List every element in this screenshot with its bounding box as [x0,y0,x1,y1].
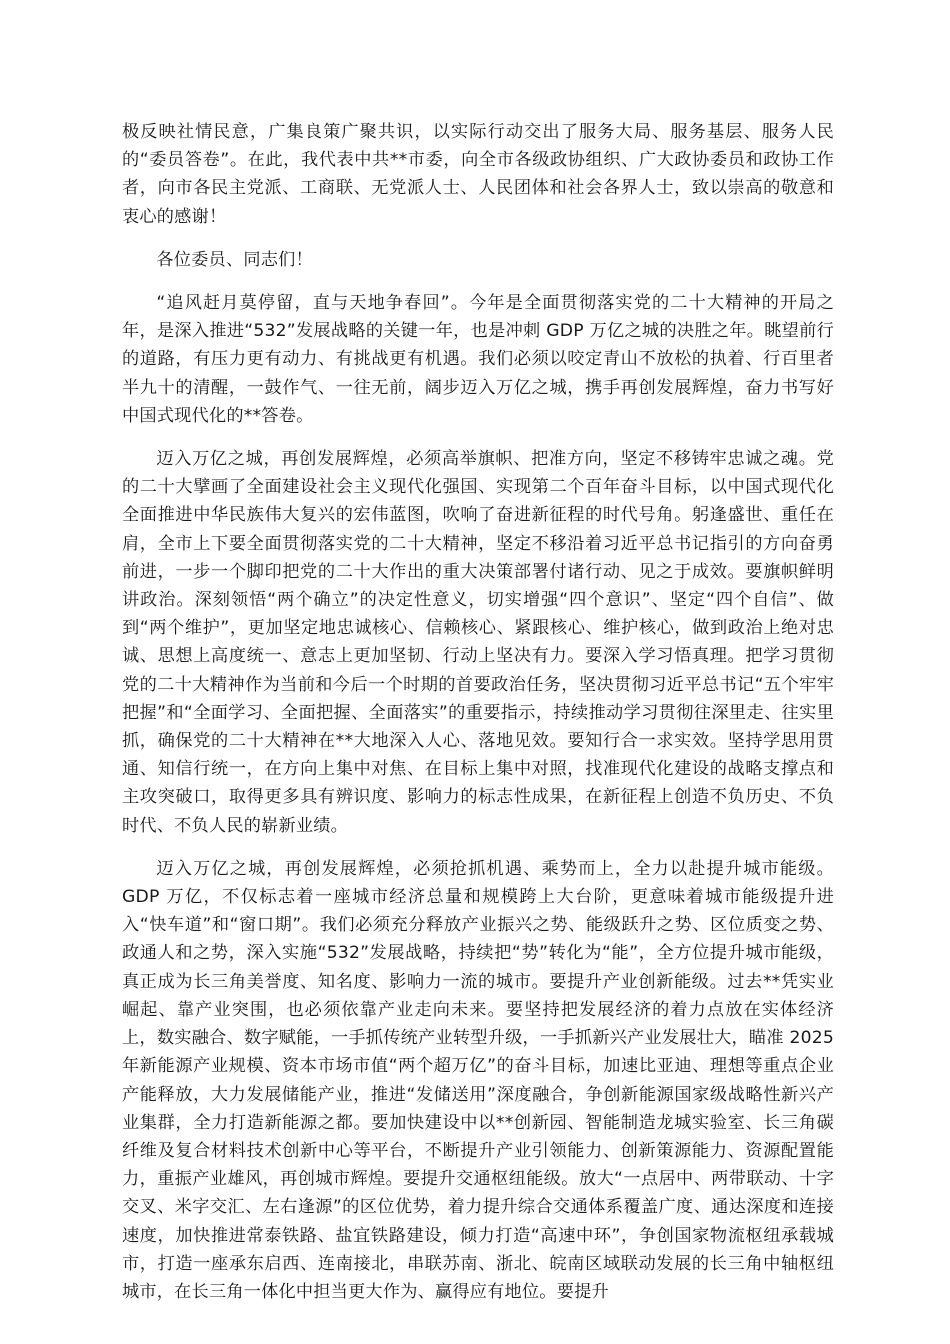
paragraph-city-level: 迈入万亿之城，再创发展辉煌，必须抢抓机遇、乘势而上，全力以赴提升城市能级。GDP 万亿，不仅标志着一座城市经济总量和规模跨上大台阶，更意味着城市能级提升进入“快车道”和“窗口期”。我们必须充分释放产业振兴之势、能级跃升之势、区位质变之势、政通人和之势，深入实施“532”发展战略，持续把“势”转化为“能”，全方位提升城市能级，真正成为长三角美誉度、知名度、影响力一流的城市。要提升产业创新能级。过去**凭实业崛起、靠产业突围，也必须依靠产业走向未来。要坚持把发展经济的着力点放在实体经济上，数实融合、数字赋能，一手抓传统产业转型升级，一手抓新兴产业发展壮大，瞄准 2025 年新能源产业规模、资本市场市值“两个超万亿”的奋斗目标，加速比亚迪、理想等重点企业产能释放，大力发展储能产业，推进“发储送用”深度融合，争创新能源国家级战略性新兴产业集群，全力打造新能源之都。要加快建设中以**创新园、智能制造龙城实验室、长三角碳纤维及复合材料技术创新中心等平台，不断提升产业引领能力、创新策源能力、资源配置能力，重振产业雄风，再创城市辉煌。要提升交通枢纽能级。放大“一点居中、两带联动、十字交叉、米字交汇、左右逢源”的区位优势，着力提升综合交通体系覆盖广度、通达深度和连接速度，加快推进常泰铁路、盐宜铁路建设，倾力打造“高速中环”，争创国家物流枢纽承载城市，打造一座承东启西、连南接北，串联苏南、浙北、皖南区域联动发展的长三角中轴枢纽城市，在长三角一体化中担当更大作为、赢得应有地位。要提升 [122,858,834,1302]
paragraph-closing-thanks: 极反映社情民意，广集良策广聚共识，以实际行动交出了服务大局、服务基层、服务人民的“委员答卷”。在此，我代表中共**市委，向全市各级政协组织、广大政协委员和政协工作者，向市各民主党派、工商联、无党派人士、人民团体和社会各界人士，致以崇高的敬意和衷心的感谢！ [122,122,834,227]
paragraph-salutation: 各位委员、同志们！ [156,249,313,270]
document-page [122,118,834,1321]
paragraph-loyalty: 迈入万亿之城，再创发展辉煌，必须高举旗帜、把准方向，坚定不移铸牢忠诚之魂。党的二十大擘画了全面建设社会主义现代化强国、实现第二个百年奋斗目标，以中国式现代化全面推进中华民族伟大复兴的宏伟蓝图，吹响了奋进新征程的时代号角。躬逢盛世、重任在肩，全市上下要全面贯彻落实党的二十大精神，坚定不移沿着习近平总书记指引的方向奋勇前进，一步一个脚印把党的二十大作出的重大决策部署付诸行动、见之于成效。要旗帜鲜明讲政治。深刻领悟“两个确立”的决定性意义，切实增强“四个意识”、坚定“四个自信”、做到“两个维护”，更加坚定地忠诚核心、信赖核心、紧跟核心、维护核心，做到政治上绝对忠诚、思想上高度统一、意志上更加坚韧、行动上坚决有力。要深入学习悟真理。把学习贯彻党的二十大精神作为当前和今后一个时期的首要政治任务，坚决贯彻习近平总书记“五个牢牢把握”和“全面学习、全面把握、全面落实”的重要指示，持续推动学习贯彻往深里走、往实里抓，确保党的二十大精神在**大地深入人心、落地见效。要知行合一求实效。坚持学思用贯通、知信行统一，在方向上集中对焦、在目标上集中对照，找准现代化建设的战略支撑点和主攻突破口，取得更多具有辨识度、影响力的标志性成果，在新征程上创造不负历史、不负时代、不负人民的崭新业绩。 [122,449,834,836]
paragraph-opening-year: “追风赶月莫停留，直与天地争春回”。今年是全面贯彻落实党的二十大精神的开局之年，是深入推进“532”发展战略的关键一年，也是冲刺 GDP 万亿之城的决胜之年。眺望前行的道路，有压力更有动力、有挑战更有机遇。我们必须以咬定青山不放松的执着、行百里者半九十的清醒，一鼓作气、一往无前，阔步迈入万亿之城，携手再创发展辉煌，奋力书写好中国式现代化的**答卷。 [122,293,834,426]
